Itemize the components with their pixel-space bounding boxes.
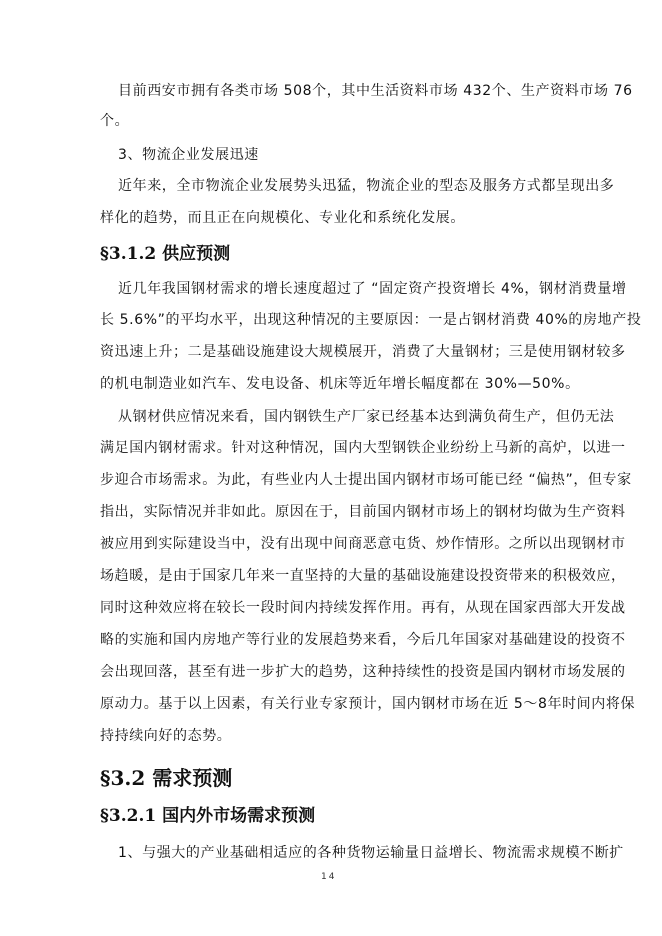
section-heading-3-1-2: §3.1.2 供应预测 [100, 244, 231, 264]
text-line: 近几年我国钢材需求的增长速度超过了 “固定资产投资增长 4%，钢材消费量增 [118, 281, 627, 297]
text-line: 场趋暖，是由于国家几年来一直坚持的大量的基础设施建设投资带来的积极效应， [100, 568, 626, 584]
text-line: 被应用到实际建设当中，没有出现中间商恶意屯货、炒作情形。之所以出现钢材市 [100, 536, 626, 552]
text-line: 近年来，全市物流企业发展势头迅猛，物流企业的型态及服务方式都呈现出多 [118, 178, 615, 194]
text-line: 原动力。基于以上因素，有关行业专家预计，国内钢材市场在近 5～8年时间内将保 [100, 696, 636, 712]
text-line: 资迅速上升；二是基础设施建设大规模展开，消费了大量钢材；三是使用钢材较多 [100, 344, 626, 360]
section-heading-3-2: §3.2 需求预测 [100, 766, 233, 790]
text-line: 个。 [100, 113, 130, 129]
text-line: 指出，实际情况并非如此。原因在于，目前国内钢材市场上的钢材均做为生产资料 [100, 504, 626, 520]
text-line: 满足国内钢材需求。针对这种情况，国内大型钢铁企业纷纷上马新的高炉，以进一 [100, 440, 626, 456]
text-line: 略的实施和国内房地产等行业的发展趋势来看，今后几年国家对基础建设的投资不 [100, 632, 626, 648]
text-line: 步迎合市场需求。为此，有些业内人士提出国内钢材市场可能已经 “偏热”，但专家 [100, 472, 632, 488]
text-line: 目前西安市拥有各类市场 508个，其中生活资料市场 432个、生产资料市场 76 [118, 83, 633, 99]
text-line: 1、与强大的产业基础相适应的各种货物运输量日益增长、物流需求规模不断扩 [118, 845, 624, 861]
text-line: 样化的趋势，而且正在向规模化、专业化和系统化发展。 [100, 210, 465, 226]
text-line: 长 5.6%”的平均水平，出现这种情况的主要原因：一是占钢材消费 40%的房地产投 [100, 312, 642, 328]
text-line: 的机电制造业如汽车、发电设备、机床等近年增长幅度都在 30%—50%。 [100, 376, 580, 392]
text-line: 从钢材供应情况来看，国内钢铁生产厂家已经基本达到满负荷生产，但仍无法 [118, 409, 615, 425]
section-heading-3-2-1: §3.2.1 国内外市场需求预测 [100, 806, 316, 826]
text-line: 持持续向好的态势。 [100, 728, 232, 744]
page-number: 14 [321, 872, 337, 882]
text-line: 会出现回落，甚至有进一步扩大的趋势，这种持续性的投资是国内钢材市场发展的 [100, 664, 626, 680]
list-heading: 3、物流企业发展迅速 [118, 147, 259, 163]
text-line: 同时这种效应将在较长一段时间内持续发挥作用。再有，从现在国家西部大开发战 [100, 600, 626, 616]
